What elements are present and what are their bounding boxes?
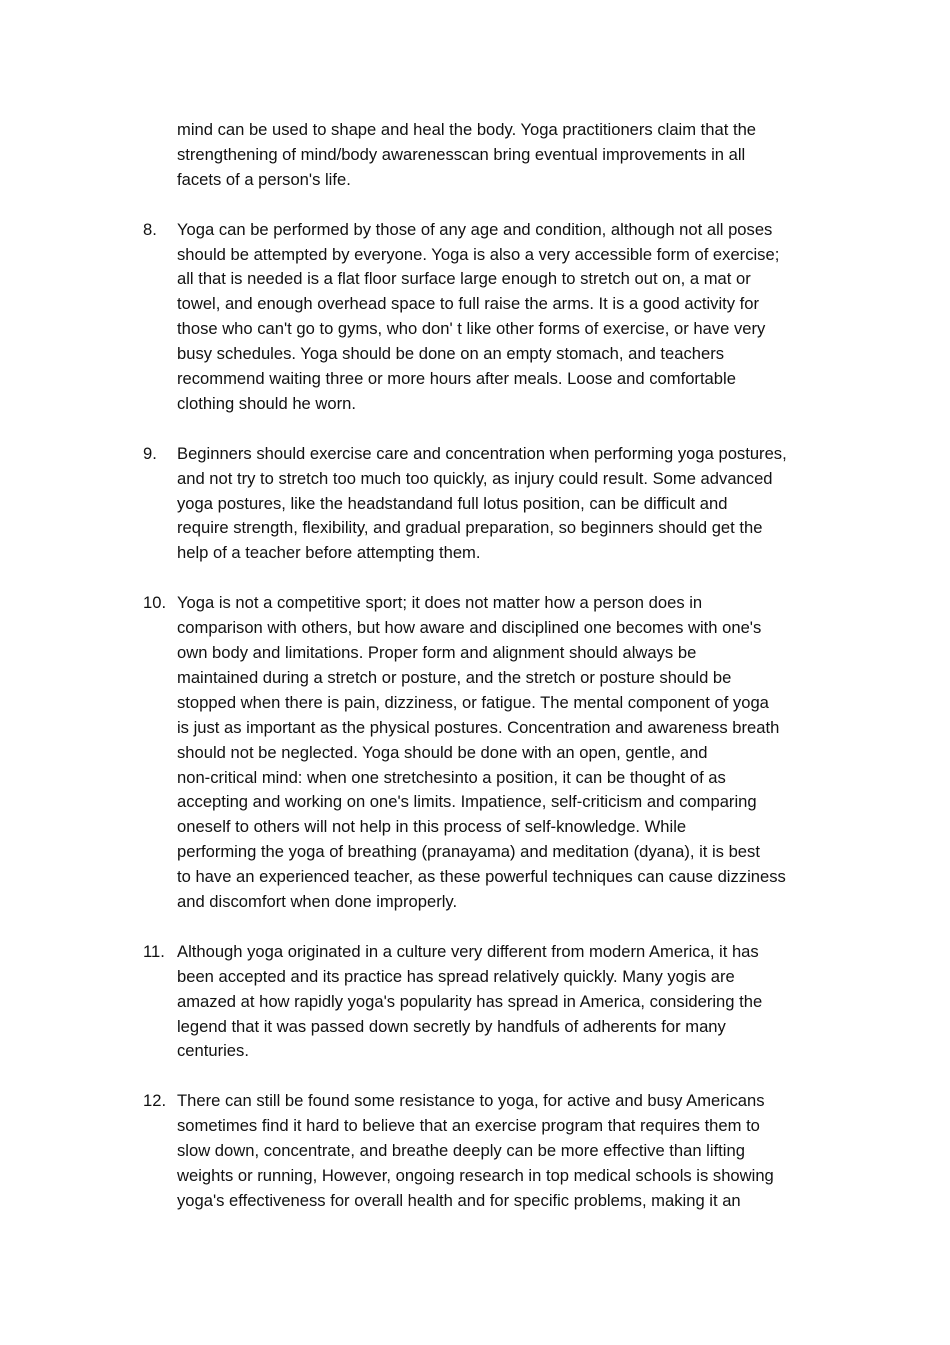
- text-line: facets of a person's life.: [177, 169, 351, 189]
- paragraph-text: [177, 442, 838, 567]
- text-line: yoga's effectiveness for overall health and for specific problems, making it an: [177, 1190, 741, 1210]
- continuation-paragraph: [143, 118, 838, 193]
- text-line: performing the yoga of breathing (pranayama) and meditation (dyana), it is best: [177, 842, 760, 862]
- text-line: is just as important as the physical postures. Concentration and awareness breath: [177, 717, 780, 737]
- text-line: all that is needed is a flat floor surface large enough to stretch out on, a mat or: [177, 269, 751, 289]
- list-number: 10.: [143, 593, 167, 613]
- list-number: 8.: [143, 219, 157, 239]
- paragraph-text: [177, 591, 838, 915]
- text-line: maintained during a stretch or posture, and the stretch or posture should be: [177, 667, 732, 687]
- list-item-10: [143, 591, 838, 915]
- text-line: clothing should he worn.: [177, 393, 356, 413]
- list-item-9: [143, 442, 838, 567]
- text-line: require strength, flexibility, and gradual preparation, so beginners should get the: [177, 518, 763, 538]
- text-line: weights or running, However, ongoing research in top medical schools is showing: [177, 1165, 774, 1185]
- text-line: busy schedules. Yoga should be done on an empty stomach, and teachers: [177, 344, 725, 364]
- text-line: to have an experienced teacher, as these powerful techniques can cause dizziness: [177, 867, 786, 887]
- paragraph-text: [177, 940, 838, 1065]
- text-line: Beginners should exercise care and concentration when performing yoga postures,: [177, 443, 787, 463]
- text-line: help of a teacher before attempting them.: [177, 543, 481, 563]
- text-line: non-critical mind: when one stretchesinto a position, it can be thought of as: [177, 767, 726, 787]
- text-line: sometimes find it hard to believe that an exercise program that requires them to: [177, 1116, 760, 1136]
- text-line: towel, and enough overhead space to full raise the arms. It is a good activity for: [177, 294, 760, 314]
- paragraph-text: [177, 118, 838, 193]
- text-line: Although yoga originated in a culture very different from modern America, it has: [177, 941, 759, 961]
- text-line: centuries.: [177, 1041, 249, 1061]
- text-line: Yoga can be performed by those of any age and condition, although not all poses: [177, 219, 773, 239]
- document-body: [143, 118, 838, 1239]
- text-line: slow down, concentrate, and breathe deeply can be more effective than lifting: [177, 1141, 745, 1161]
- text-line: those who can't go to gyms, who don' t like other forms of exercise, or have very: [177, 319, 766, 339]
- paragraph-text: [177, 1089, 838, 1214]
- text-line: mind can be used to shape and heal the body. Yoga practitioners claim that the: [177, 120, 757, 139]
- text-line: should be attempted by everyone. Yoga is also a very accessible form of exercise;: [177, 244, 780, 264]
- text-line: accepting and working on one's limits. Impatience, self-criticism and comparing: [177, 792, 757, 812]
- text-line: yoga postures, like the headstandand full lotus position, can be difficult and: [177, 493, 728, 513]
- text-line: strengthening of mind/body awarenesscan bring eventual improvements in all: [177, 144, 746, 164]
- text-line: recommend waiting three or more hours after meals. Loose and comfortable: [177, 369, 736, 389]
- list-number: 12.: [143, 1091, 167, 1111]
- text-line: legend that it was passed down secretly by handfuls of adherents for many: [177, 1016, 726, 1036]
- text-line: been accepted and its practice has spread relatively quickly. Many yogis are: [177, 966, 735, 986]
- list-number: 11.: [143, 941, 165, 961]
- text-line: should not be neglected. Yoga should be done with an open, gentle, and: [177, 742, 708, 762]
- text-line: amazed at how rapidly yoga's popularity has spread in America, considering the: [177, 991, 763, 1011]
- paragraph-text: [177, 218, 838, 417]
- text-line: and not try to stretch too much too quickly, as injury could result. Some advanced: [177, 468, 773, 488]
- list-item-11: [143, 940, 838, 1065]
- text-line: oneself to others will not help in this process of self-knowledge. While: [177, 817, 687, 837]
- list-item-12: [143, 1089, 838, 1214]
- text-line: Yoga is not a competitive sport; it does not matter how a person does in: [177, 593, 703, 613]
- text-line: own body and limitations. Proper form and alignment should always be: [177, 642, 697, 662]
- list-item-8: [143, 218, 838, 417]
- text-line: stopped when there is pain, dizziness, or fatigue. The mental component of yoga: [177, 692, 769, 712]
- text-line: comparison with others, but how aware and disciplined one becomes with one's: [177, 618, 762, 638]
- list-number: 9.: [143, 443, 157, 463]
- text-line: and discomfort when done improperly.: [177, 892, 458, 912]
- text-line: There can still be found some resistance to yoga, for active and busy Americans: [177, 1091, 765, 1111]
